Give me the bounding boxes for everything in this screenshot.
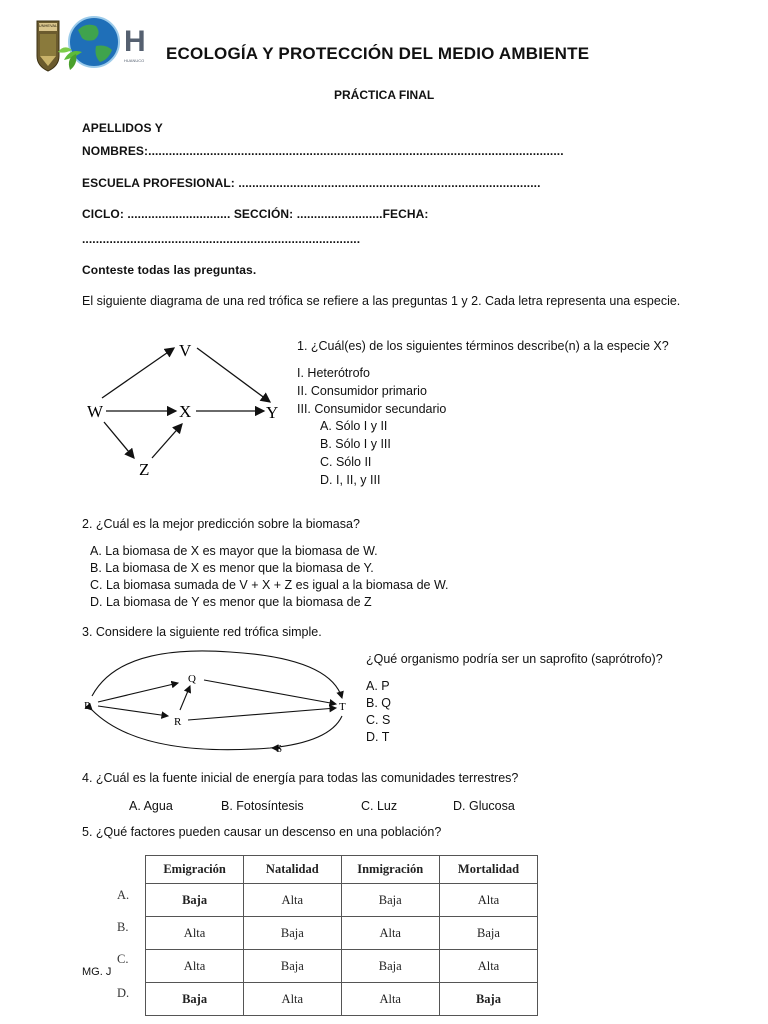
q1-option: A. Sólo I y II	[320, 419, 388, 433]
h-logo-caption: HUANUCO	[124, 58, 145, 63]
q3-text: 3. Considere la siguiente red trófica simple.	[82, 625, 322, 639]
fecha-line: .................................................................................	[82, 232, 361, 246]
document-title: ECOLOGÍA Y PROTECCIÓN DEL MEDIO AMBIENTE	[166, 44, 590, 63]
node-s: S	[276, 743, 283, 755]
node-q: Q	[188, 673, 196, 685]
arrow-w-z	[104, 422, 134, 458]
table-cell: Alta	[341, 983, 439, 1016]
escuela-field: ESCUELA PROFESIONAL: ........................................................................................	[82, 176, 541, 190]
q2-option: B. La biomasa de X es menor que la biomasa de Y.	[90, 561, 374, 575]
food-web-diagram-1	[82, 336, 292, 486]
table-cell: Alta	[244, 983, 341, 1016]
q2-option: C. La biomasa sumada de V + X + Z es igual a la biomasa de W.	[90, 578, 449, 592]
q3-option: D. T	[366, 730, 390, 744]
q5-row-label: B.	[117, 920, 129, 934]
footer-author: MG. J	[82, 966, 112, 978]
q5-row-label: D.	[117, 986, 130, 1000]
q5-text: 5. ¿Qué factores pueden causar un descenso en una población?	[82, 825, 442, 839]
arc-top	[92, 651, 342, 698]
q5-row-label: C.	[117, 952, 129, 966]
table-row	[146, 983, 538, 1016]
q1-option: D. I, II, y III	[320, 473, 381, 487]
q2-options	[90, 543, 449, 611]
node-w: W	[87, 402, 104, 421]
q1-term: II. Consumidor primario	[297, 384, 427, 398]
col-natalidad: Natalidad	[244, 856, 341, 884]
node-z: Z	[139, 460, 150, 479]
node-y: Y	[266, 403, 279, 422]
h-logo	[124, 26, 154, 72]
arrow-r-q	[180, 686, 190, 710]
h-logo-letter: H	[124, 25, 146, 58]
arrow-p-r	[98, 706, 168, 716]
food-web-diagram-2	[80, 648, 360, 758]
node-x: X	[179, 402, 192, 421]
arrow-q-t	[204, 680, 336, 704]
node-p: P	[84, 700, 91, 712]
q1-terms	[297, 365, 446, 418]
table-cell: Baja	[244, 950, 341, 983]
q1-option: C. Sólo II	[320, 455, 372, 469]
table-row	[146, 884, 538, 917]
table-cell: Baja	[439, 983, 537, 1016]
col-inmigracion: Inmigración	[341, 856, 439, 884]
population-factors-table	[145, 855, 538, 1016]
table-cell: Baja	[341, 884, 439, 917]
table-cell: Alta	[146, 917, 244, 950]
table-cell: Alta	[439, 884, 537, 917]
instructions: Conteste todas las preguntas.	[82, 263, 257, 277]
table-row	[146, 917, 538, 950]
ciclo-seccion-fecha-field: CICLO: .............................. SECCIÓN: .........................FECHA:	[82, 207, 429, 221]
col-mortalidad: Mortalidad	[439, 856, 537, 884]
table-cell: Alta	[341, 917, 439, 950]
q2-text: 2. ¿Cuál es la mejor predicción sobre la biomasa?	[82, 517, 360, 531]
table-cell: Baja	[341, 950, 439, 983]
q1-options	[320, 418, 391, 489]
q3-option: B. Q	[366, 696, 392, 710]
q3-option: C. S	[366, 713, 391, 727]
intro-paragraph: El siguiente diagrama de una red trófica se refiere a las preguntas 1 y 2. Cada letra representa una especie.	[82, 294, 681, 308]
table-cell: Baja	[439, 917, 537, 950]
arc-bottom	[92, 710, 342, 750]
q5-row-label: A.	[117, 888, 130, 902]
col-emigracion: Emigración	[146, 856, 244, 884]
q4-option: A. Agua	[129, 799, 173, 813]
table-header-row	[146, 856, 538, 884]
arrow-w-v	[102, 348, 174, 398]
q2-option: D. La biomasa de Y es menor que la biomasa de Z	[90, 595, 372, 609]
table-row	[146, 950, 538, 983]
q2-option: A. La biomasa de X es mayor que la biomasa de W.	[90, 544, 378, 558]
university-badge-text: UNHEVAL	[38, 23, 58, 28]
nombres-field: NOMBRES:.........................................................................................................................	[82, 144, 564, 158]
q4-option: B. Fotosíntesis	[221, 799, 304, 813]
q4-option: D. Glucosa	[453, 799, 515, 813]
arrow-p-q	[98, 683, 178, 702]
arrow-r-t	[188, 708, 336, 720]
q1-term: I. Heterótrofo	[297, 366, 370, 380]
q1-text: 1. ¿Cuál(es) de los siguientes términos describe(n) a la especie X?	[297, 339, 669, 353]
node-t: T	[339, 701, 346, 713]
q3-sub-question: ¿Qué organismo podría ser un saprofito (saprótrofo)?	[366, 652, 663, 666]
q4-text: 4. ¿Cuál es la fuente inicial de energía para todas las comunidades terrestres?	[82, 771, 519, 785]
table-cell: Baja	[244, 917, 341, 950]
table-cell: Baja	[146, 983, 244, 1016]
arrow-z-x	[152, 424, 182, 458]
node-r: R	[174, 716, 182, 728]
q3-option: A. P	[366, 679, 390, 693]
node-v: V	[179, 341, 192, 360]
table-cell: Alta	[244, 884, 341, 917]
q1-term: III. Consumidor secundario	[297, 402, 447, 416]
q4-option: C. Luz	[361, 799, 398, 813]
earth-plant-logo	[56, 12, 126, 74]
table-cell: Baja	[146, 884, 244, 917]
table-cell: Alta	[146, 950, 244, 983]
q1-option: B. Sólo I y III	[320, 437, 391, 451]
document-subtitle: PRÁCTICA FINAL	[334, 88, 435, 102]
arrow-v-y	[197, 348, 270, 402]
apellidos-label: APELLIDOS Y	[82, 121, 163, 135]
table-cell: Alta	[439, 950, 537, 983]
q3-options	[366, 678, 391, 746]
